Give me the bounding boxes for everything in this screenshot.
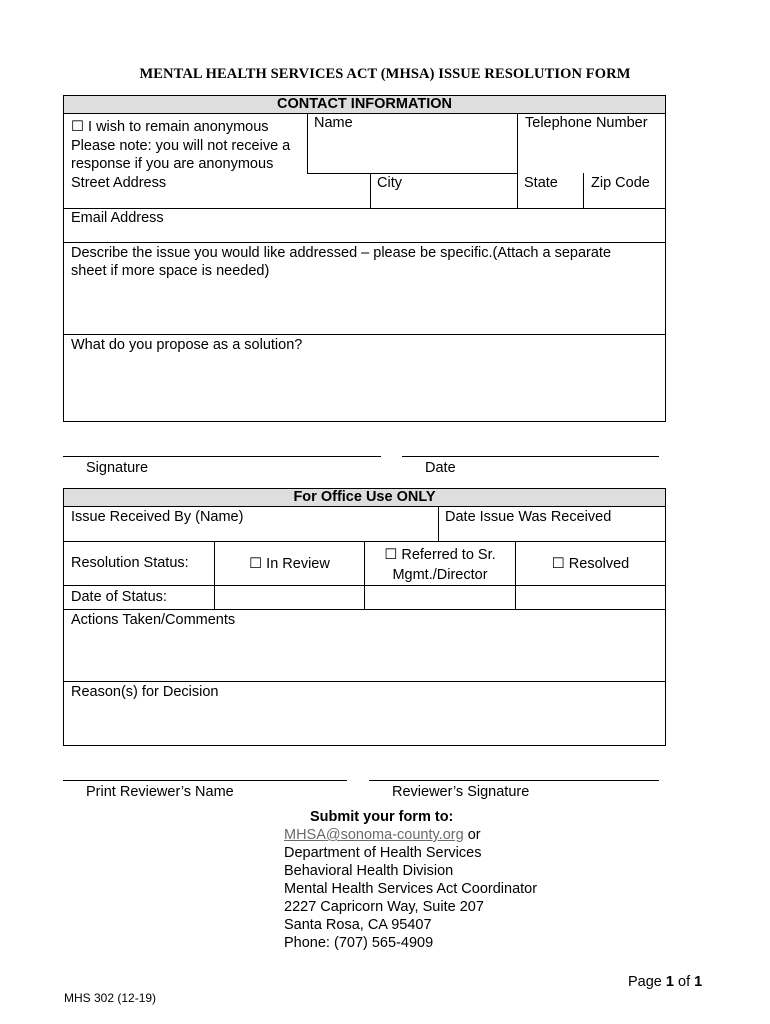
date-of-status-label: Date of Status: bbox=[71, 589, 167, 605]
referred-checkbox-line1[interactable]: ☐ Referred to Sr. bbox=[384, 547, 496, 563]
date-label: Date bbox=[425, 460, 456, 476]
contact-header: CONTACT INFORMATION bbox=[276, 96, 453, 112]
office-header: For Office Use ONLY bbox=[293, 489, 436, 505]
actions-taken-field[interactable]: Actions Taken/Comments bbox=[71, 612, 236, 628]
resolution-status-label: Resolution Status: bbox=[71, 555, 189, 571]
reviewer-signature-label: Reviewer’s Signature bbox=[392, 784, 530, 800]
telephone-field[interactable]: Telephone Number bbox=[525, 115, 648, 131]
form-title: MENTAL HEALTH SERVICES ACT (MHSA) ISSUE RESOLUTION FORM bbox=[139, 66, 631, 82]
anonymous-checkbox[interactable]: ☐ bbox=[71, 119, 84, 135]
print-reviewer-name-label: Print Reviewer’s Name bbox=[86, 784, 234, 800]
page-of: of bbox=[673, 974, 695, 990]
email-field[interactable]: Email Address bbox=[71, 210, 164, 226]
date-issue-received-field[interactable]: Date Issue Was Received bbox=[445, 509, 612, 525]
anonymous-label: I wish to remain anonymous bbox=[88, 119, 269, 135]
city-field[interactable]: City bbox=[377, 175, 402, 191]
submit-line-division: Behavioral Health Division bbox=[284, 863, 454, 879]
name-field[interactable]: Name bbox=[314, 115, 353, 131]
anonymous-note-line2: response if you are anonymous bbox=[71, 156, 274, 172]
anonymous-note-line1: Please note: you will not receive a bbox=[71, 138, 291, 154]
submit-line-department: Department of Health Services bbox=[284, 845, 482, 861]
submit-address bbox=[284, 844, 537, 952]
submit-email-line bbox=[284, 826, 481, 844]
reasons-for-decision-field[interactable]: Reason(s) for Decision bbox=[71, 684, 219, 700]
anonymous-option[interactable] bbox=[71, 118, 269, 136]
page-current: 1 bbox=[665, 974, 674, 990]
submit-email-link[interactable]: MHSA@sonoma-county.org bbox=[284, 827, 464, 843]
reviewer-signature-line[interactable] bbox=[369, 780, 659, 781]
submit-heading: Submit your form to: bbox=[310, 809, 454, 825]
signature-line[interactable] bbox=[63, 456, 381, 457]
resolved-checkbox[interactable]: ☐ Resolved bbox=[551, 556, 630, 572]
form-code: MHS 302 (12-19) bbox=[64, 991, 157, 1005]
submit-line-phone: Phone: (707) 565-4909 bbox=[284, 935, 434, 951]
reviewer-name-line[interactable] bbox=[63, 780, 347, 781]
submit-line-city: Santa Rosa, CA 95407 bbox=[284, 917, 432, 933]
submit-line-coordinator: Mental Health Services Act Coordinator bbox=[284, 881, 538, 897]
page-number bbox=[628, 973, 702, 991]
date-line[interactable] bbox=[402, 456, 659, 457]
street-address-field[interactable]: Street Address bbox=[71, 175, 167, 191]
submit-line-street: 2227 Capricorn Way, Suite 207 bbox=[284, 899, 484, 915]
submit-email-suffix: or bbox=[463, 827, 481, 843]
state-field[interactable]: State bbox=[524, 175, 558, 191]
page-prefix: Page bbox=[628, 974, 666, 990]
issue-description-label-line2: sheet if more space is needed) bbox=[71, 263, 270, 279]
issue-received-by-field[interactable]: Issue Received By (Name) bbox=[71, 509, 244, 525]
solution-field[interactable]: What do you propose as a solution? bbox=[71, 337, 303, 353]
issue-description-label-line1[interactable]: Describe the issue you would like addressed – please be specific.(Attach a separate bbox=[71, 245, 612, 261]
zip-code-field[interactable]: Zip Code bbox=[591, 175, 650, 191]
in-review-checkbox[interactable]: ☐ In Review bbox=[249, 556, 330, 572]
referred-checkbox-line2: Mgmt./Director bbox=[392, 567, 488, 583]
page-total: 1 bbox=[694, 974, 703, 990]
signature-label: Signature bbox=[86, 460, 149, 476]
